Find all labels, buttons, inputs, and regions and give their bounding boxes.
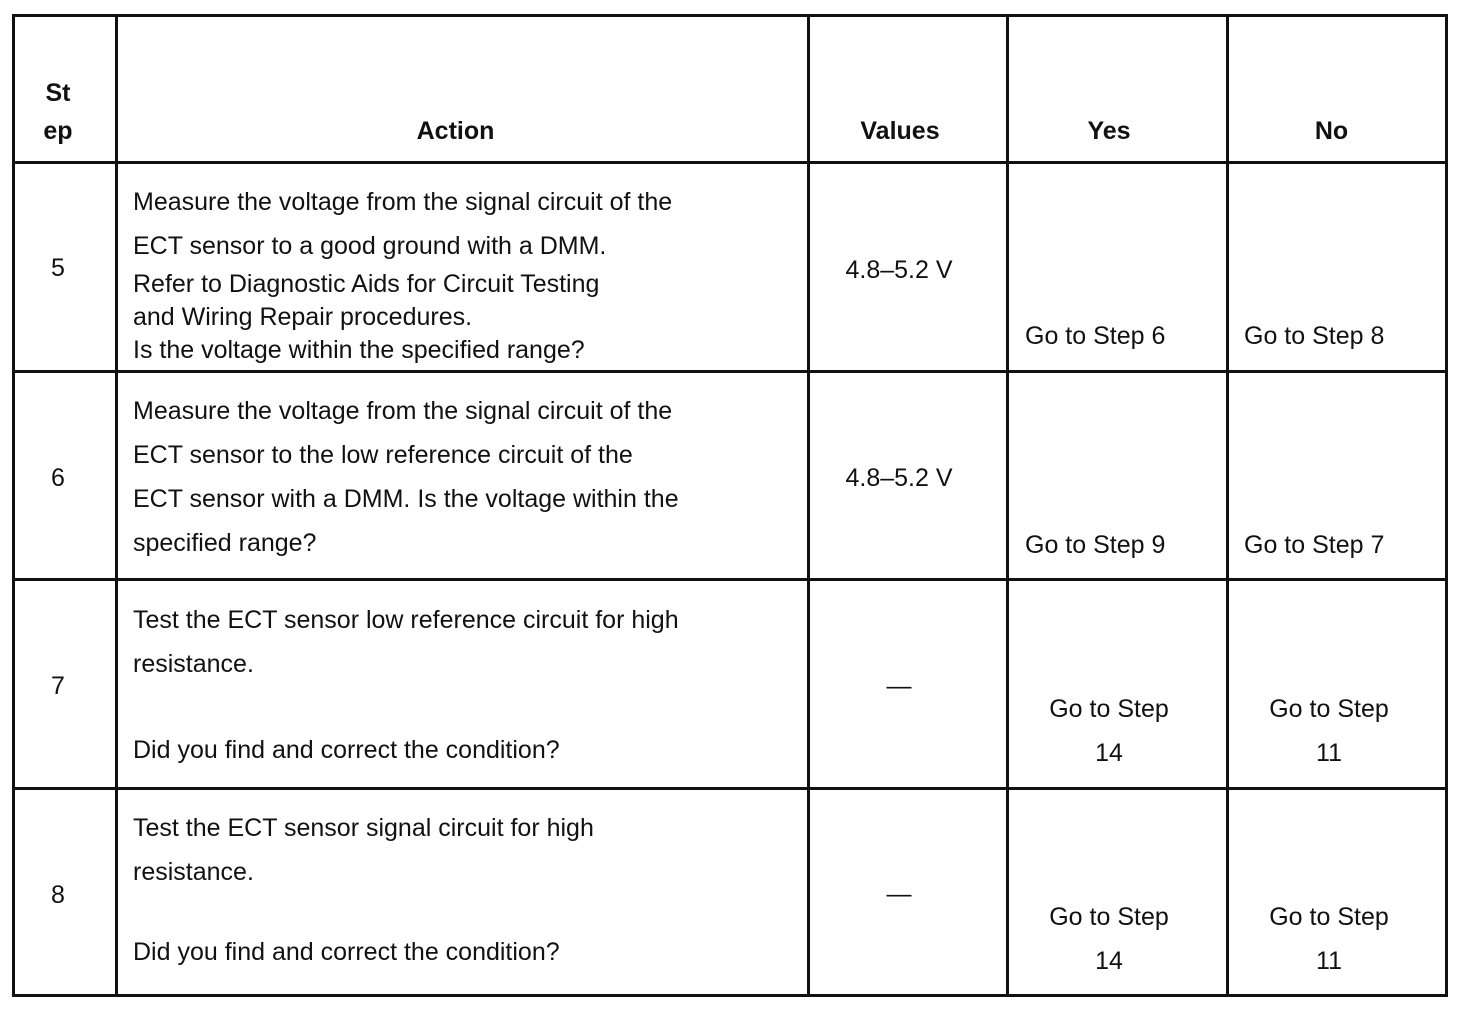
action-text [133, 806, 798, 974]
header-step-line2: ep [43, 117, 73, 145]
no-result [1229, 895, 1429, 983]
no-result-line: 11 [1316, 947, 1342, 975]
no-result-line: Go to Step [1269, 695, 1389, 723]
step-number: 7 [51, 672, 65, 700]
action-line: Did you find and correct the condition? [133, 938, 560, 966]
header-step-line1: St [45, 79, 71, 107]
yes-result-line: 14 [1095, 739, 1123, 767]
action-line: ECT sensor to the low reference circuit of the [133, 441, 633, 469]
header-no: No [1314, 117, 1349, 145]
action-text [133, 598, 798, 772]
yes-result-line: Go to Step [1049, 903, 1169, 931]
row-divider [15, 787, 1445, 790]
yes-result: Go to Step 6 [1025, 322, 1166, 350]
no-result-line: 11 [1316, 739, 1342, 767]
header-action: Action [416, 117, 495, 145]
row-divider [15, 578, 1445, 581]
step-number: 6 [51, 464, 65, 492]
step-number: 8 [51, 881, 65, 909]
action-line: Measure the voltage from the signal circuit of the [133, 397, 673, 425]
step-number: 5 [51, 254, 65, 282]
action-text [133, 180, 798, 367]
no-result-line: Go to Step [1269, 903, 1389, 931]
action-line: ECT sensor to a good ground with a DMM. [133, 232, 607, 260]
action-line: Measure the voltage from the signal circuit of the [133, 188, 673, 216]
action-line: specified range? [133, 529, 317, 557]
action-line: Did you find and correct the condition? [133, 736, 560, 764]
action-line: and Wiring Repair procedures. [133, 303, 473, 331]
yes-result-line: Go to Step [1049, 695, 1169, 723]
yes-result [1009, 687, 1209, 775]
yes-result: Go to Step 9 [1025, 531, 1166, 559]
no-result [1229, 687, 1429, 775]
action-line: ECT sensor with a DMM. Is the voltage within the [133, 485, 679, 513]
action-line: resistance. [133, 858, 254, 886]
action-text [133, 389, 798, 565]
value-text: — [886, 880, 912, 908]
no-result: Go to Step 7 [1244, 531, 1385, 559]
yes-result [1009, 895, 1209, 983]
yes-result-line: 14 [1095, 947, 1123, 975]
no-result: Go to Step 8 [1244, 322, 1385, 350]
action-line: Test the ECT sensor low reference circuit for high [133, 606, 679, 634]
procedure-table [12, 14, 1448, 997]
value-text: — [886, 672, 912, 700]
action-line: resistance. [133, 650, 254, 678]
action-line: Refer to Diagnostic Aids for Circuit Testing [133, 270, 600, 298]
row-divider [15, 370, 1445, 373]
header-yes: Yes [1087, 117, 1131, 145]
header-values: Values [860, 117, 940, 145]
row-divider [15, 161, 1445, 164]
value-text: 4.8–5.2 V [845, 256, 953, 284]
action-line: Is the voltage within the specified range? [133, 336, 585, 364]
action-line: Test the ECT sensor signal circuit for high [133, 814, 594, 842]
header-step [15, 74, 101, 150]
value-text: 4.8–5.2 V [845, 464, 953, 492]
